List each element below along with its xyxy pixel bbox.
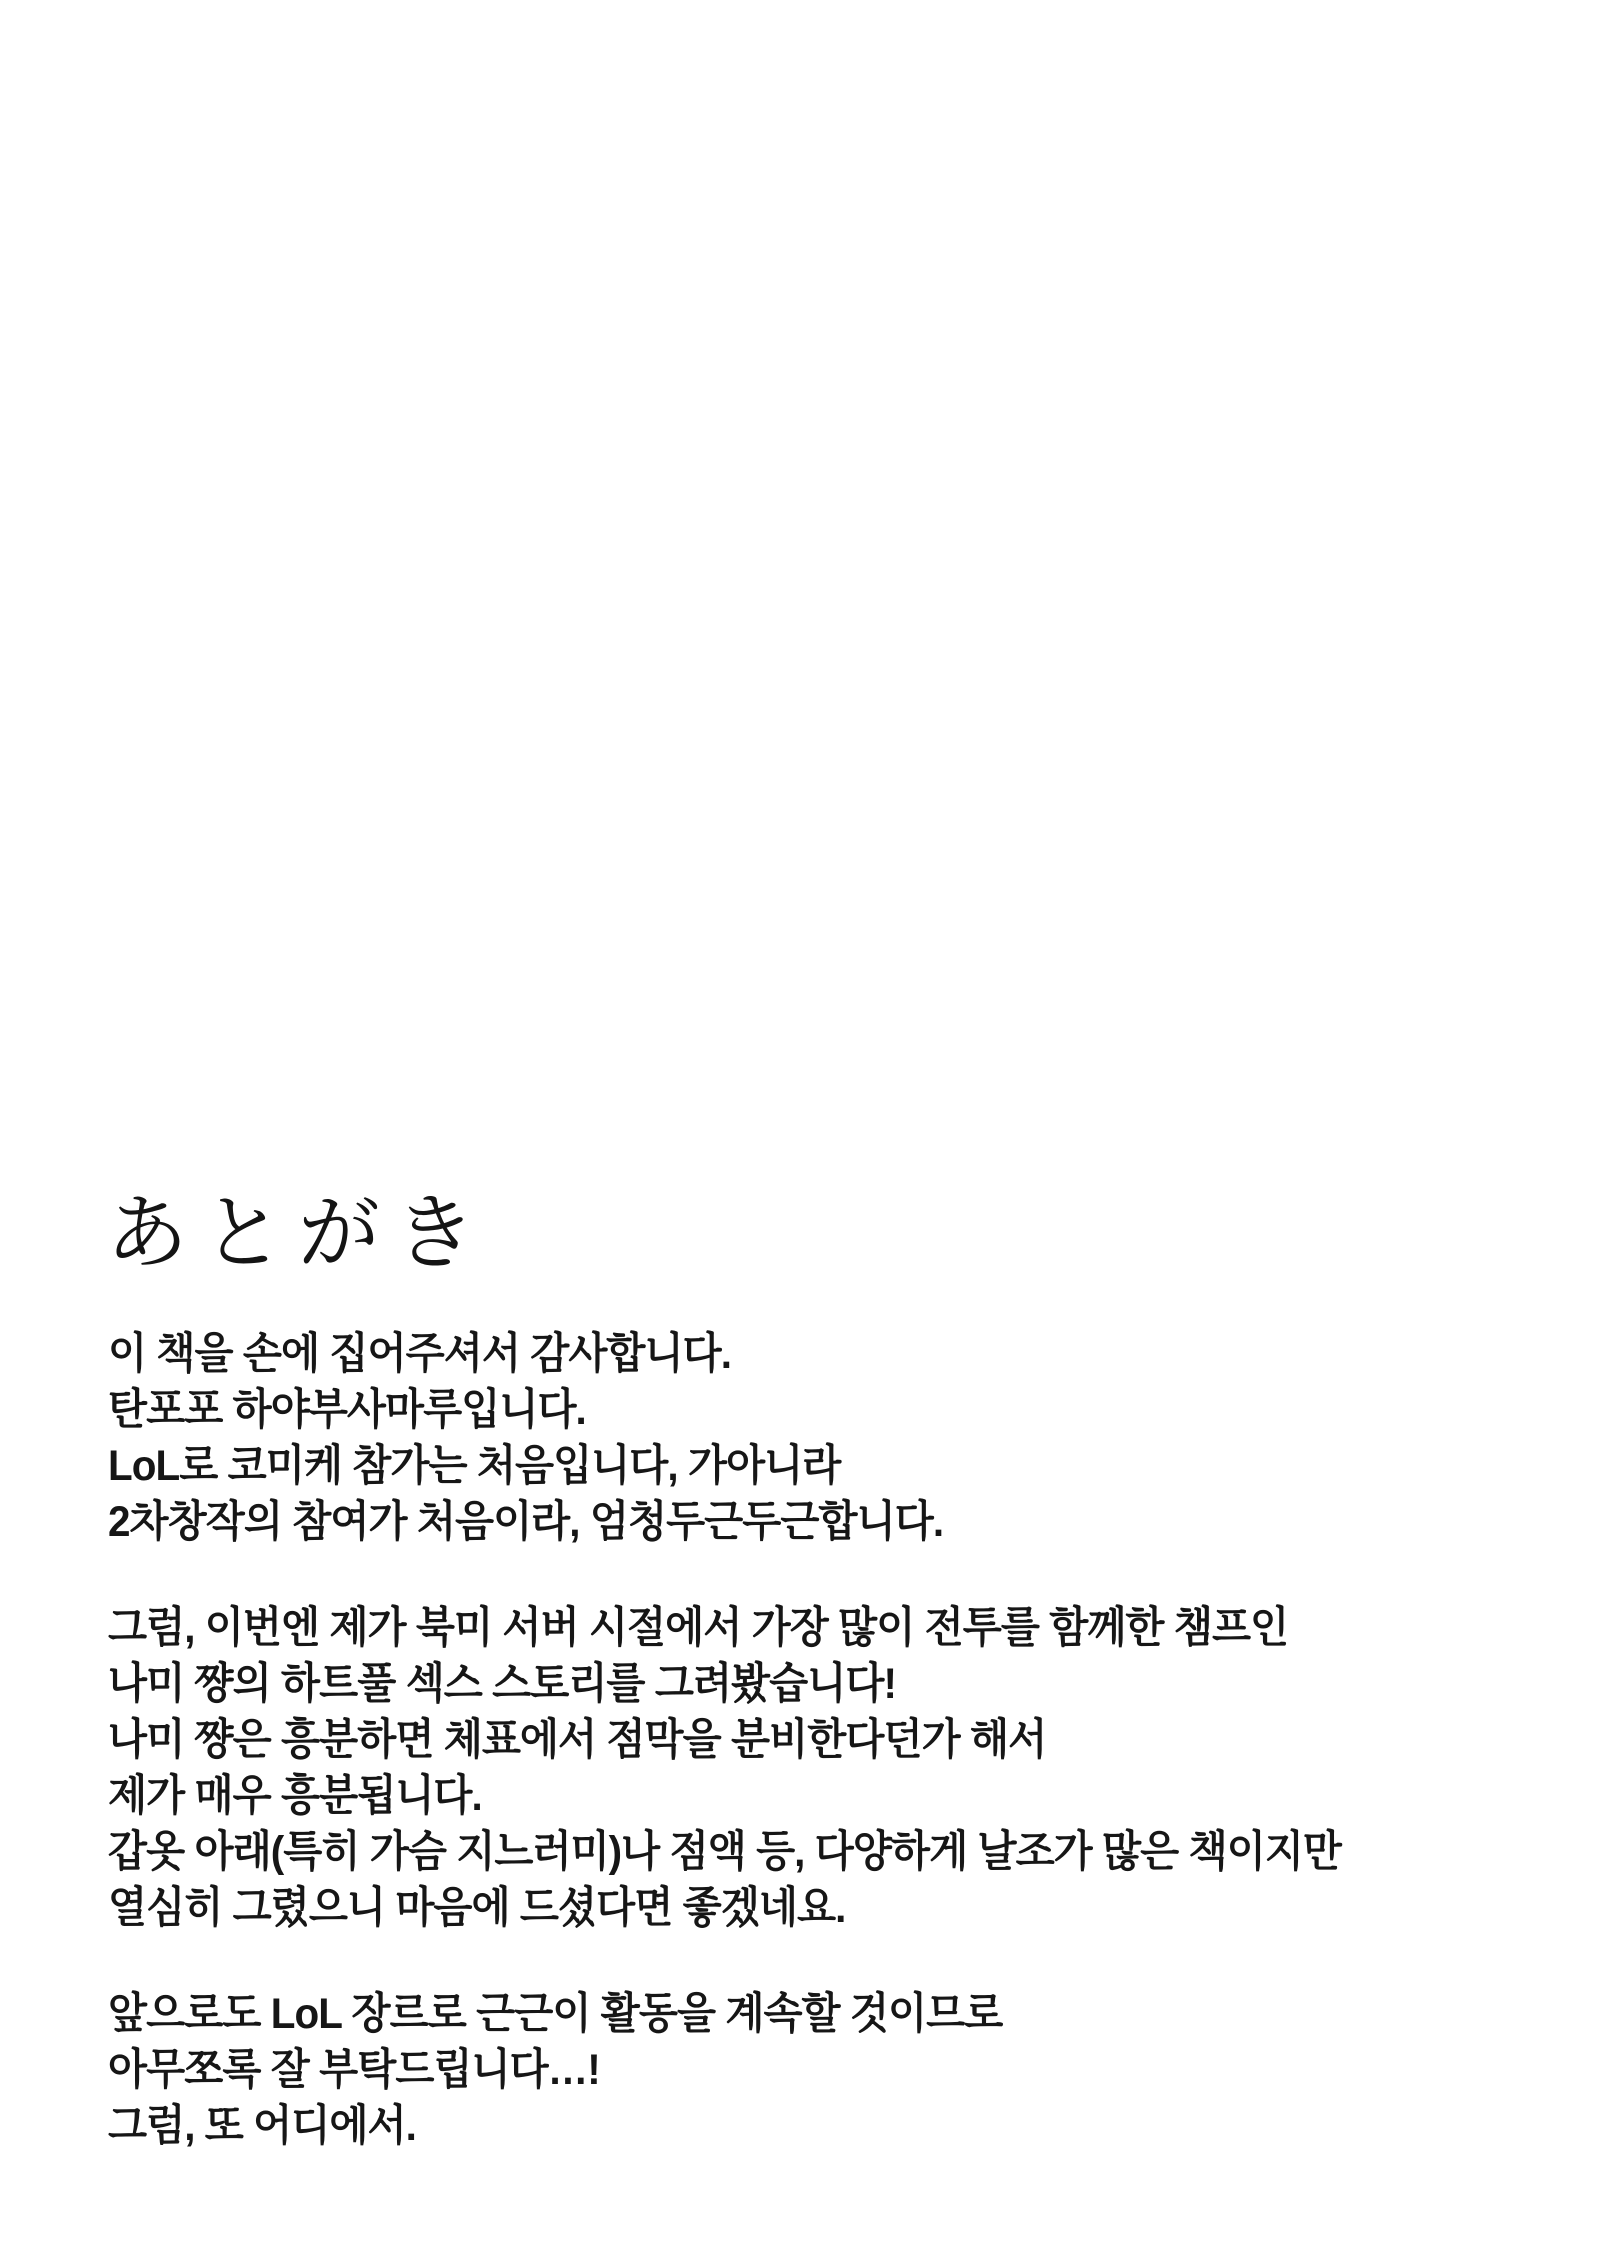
afterword-line: 이 책을 손에 집어주셔서 감사합니다. — [108, 1330, 732, 1378]
afterword-line: 탄포포 하야부사마루입니다. — [108, 1386, 586, 1434]
afterword-line: 나미 쨩은 흥분하면 체표에서 점막을 분비한다던가 해서 — [108, 1716, 1047, 1764]
afterword-line: 제가 매우 흥분됩니다. — [108, 1772, 482, 1820]
afterword-line: 그럼, 또 어디에서. — [108, 2102, 416, 2150]
afterword-paragraph-main — [108, 1600, 1568, 1936]
afterword-line: LoL로 코미케 참가는 처음입니다, 가아니라 — [108, 1442, 841, 1490]
afterword-title: あとがき — [106, 1186, 491, 1281]
afterword-line: 2차창작의 참여가 처음이라, 엄청두근두근합니다. — [108, 1498, 944, 1546]
afterword-body — [108, 1326, 1568, 2154]
afterword-line: 아무쪼록 잘 부탁드립니다…! — [108, 2046, 600, 2094]
afterword-line: 나미 쨩의 하트풀 섹스 스토리를 그려봤습니다! — [108, 1660, 896, 1708]
afterword-paragraph-closing — [108, 1986, 1568, 2154]
afterword-line: 열심히 그렸으니 마음에 드셨다면 좋겠네요. — [108, 1884, 846, 1932]
afterword-line: 그럼, 이번엔 제가 북미 서버 시절에서 가장 많이 전투를 함께한 챔프인 — [108, 1604, 1289, 1652]
afterword-line: 갑옷 아래(특히 가슴 지느러미)나 점액 등, 다양하게 날조가 많은 책이지만 — [108, 1828, 1342, 1876]
afterword-line: 앞으로도 LoL 장르로 근근이 활동을 계속할 것이므로 — [108, 1990, 1003, 2038]
afterword-paragraph-greeting — [108, 1326, 1568, 1550]
